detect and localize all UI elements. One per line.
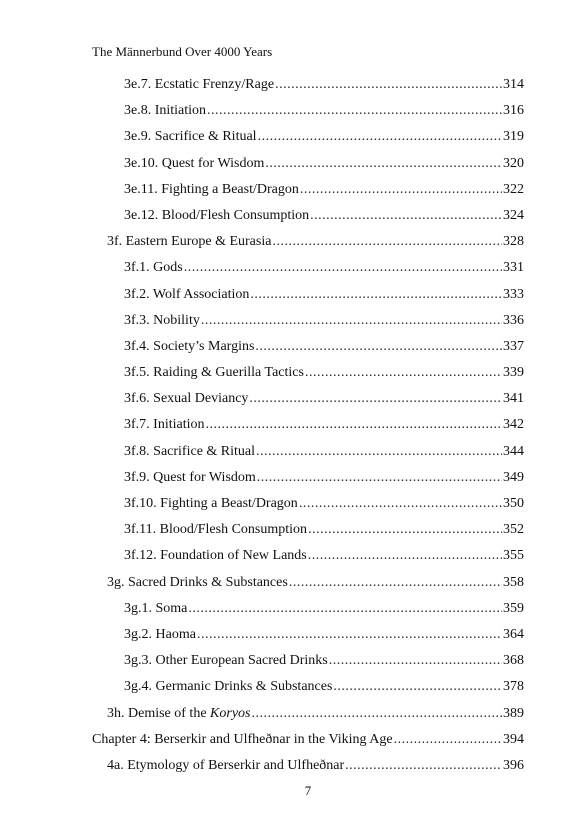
toc-entry-title <box>124 600 187 618</box>
toc-entry[interactable] <box>0 495 566 521</box>
toc-entry-title <box>124 155 264 173</box>
toc-entry-title-text: 3e.11. Fighting a Beast/Dragon <box>124 181 299 197</box>
toc-dot-leader <box>258 128 502 146</box>
toc-entry[interactable] <box>0 469 566 495</box>
toc-entry[interactable] <box>0 338 566 364</box>
toc-entry-page-number: 320 <box>503 155 524 171</box>
toc-entry-row <box>124 521 524 539</box>
toc-entry-row <box>124 312 524 330</box>
toc-dot-leader <box>329 652 502 670</box>
toc-entry-title <box>124 521 307 539</box>
toc-dot-leader <box>308 521 502 539</box>
toc-entry[interactable] <box>0 155 566 181</box>
toc-entry[interactable] <box>0 390 566 416</box>
toc-dot-leader <box>345 757 502 775</box>
toc-entry[interactable] <box>0 102 566 128</box>
toc-entry[interactable] <box>0 600 566 626</box>
toc-entry-page-number: 314 <box>503 77 524 92</box>
toc-entry-page-number: 396 <box>503 757 524 773</box>
toc-entry-title <box>124 495 298 513</box>
toc-entry-title-text: 3f.1. Gods <box>124 260 183 276</box>
toc-entry-row <box>124 416 524 434</box>
toc-entry-title <box>124 416 205 434</box>
toc-entry-title-text: 3g.3. Other European Sacred Drinks <box>124 653 328 669</box>
toc-entry-title <box>124 364 304 382</box>
toc-dot-leader <box>333 678 502 696</box>
toc-entry-title-text: 3f.3. Nobility <box>124 312 200 328</box>
toc-entry-page-number: 350 <box>503 496 524 511</box>
toc-dot-leader <box>201 312 502 330</box>
toc-entry-row <box>92 731 524 749</box>
toc-entry-title <box>107 757 344 775</box>
toc-entry-page-number: 394 <box>503 731 524 747</box>
toc-entry-row <box>124 600 524 618</box>
toc-entry-row <box>107 757 524 775</box>
toc-entry-page-number: 336 <box>503 312 524 328</box>
toc-entry-row <box>124 390 524 408</box>
toc-entry-row <box>124 495 524 513</box>
toc-entry-title-text: 3e.7. Ecstatic Frenzy/Rage <box>124 77 275 92</box>
toc-dot-leader <box>188 600 502 618</box>
toc-entry-row <box>107 233 524 251</box>
toc-entry-page-number: 324 <box>503 207 524 223</box>
toc-dot-leader <box>310 207 502 225</box>
toc-entry-title <box>124 626 196 644</box>
toc-dot-leader <box>289 574 502 592</box>
toc-entry-page-number: 316 <box>503 103 524 119</box>
toc-entry-title <box>124 259 183 277</box>
toc-entry-title-text: 3f.12. Foundation of New Lands <box>124 548 307 564</box>
toc-entry-title <box>124 286 249 304</box>
toc-dot-leader <box>394 731 502 749</box>
toc-entry-page-number: 389 <box>503 705 524 721</box>
toc-entry-title <box>107 233 271 251</box>
toc-entry-row <box>124 678 524 696</box>
toc-entry-title <box>124 390 248 408</box>
toc-entry[interactable] <box>0 731 566 757</box>
toc-entry-row <box>124 364 524 382</box>
toc-entry-title-text: 3f.2. Wolf Association <box>124 286 250 302</box>
toc-entry[interactable] <box>0 181 566 207</box>
toc-entry[interactable] <box>0 364 566 390</box>
toc-entry-title-text: 3f. Eastern Europe & Eurasia <box>107 234 272 250</box>
toc-entry[interactable] <box>0 678 566 704</box>
toc-dot-leader <box>256 443 502 461</box>
toc-entry-page-number: 322 <box>503 181 524 197</box>
toc-entry-page-number: 368 <box>503 653 524 669</box>
toc-entry-page-number: 364 <box>503 626 524 642</box>
toc-entry-page-number: 328 <box>503 234 524 250</box>
toc-entry-page-number: 337 <box>503 338 524 354</box>
toc-entry-title-text: 3e.9. Sacrifice & Ritual <box>124 129 257 145</box>
toc-entry-row <box>124 128 524 146</box>
toc-entry-title-text: 4a. Etymology of Berserkir and Ulfheðnar <box>107 757 345 773</box>
toc-dot-leader <box>255 338 502 356</box>
toc-entry-title-text: 3g.4. Germanic Drinks & Substances <box>124 679 333 695</box>
toc-entry-title <box>124 312 200 330</box>
toc-entry-page-number: 359 <box>503 600 524 616</box>
toc-entry-page-number: 331 <box>503 260 524 276</box>
toc-entry[interactable] <box>0 207 566 233</box>
toc-entry-title <box>107 705 250 723</box>
toc-entry-row <box>124 259 524 277</box>
toc-entry-title-text: 3f.4. Society’s Margins <box>124 338 255 354</box>
toc-entry-title-text: 3g.2. Haoma <box>124 626 196 642</box>
toc-entry[interactable] <box>0 128 566 154</box>
toc-entry-page-number: 344 <box>503 443 524 459</box>
toc-entry[interactable] <box>0 757 566 783</box>
toc-dot-leader <box>305 364 502 382</box>
toc-entry-title-text: 3g.1. Soma <box>124 600 188 616</box>
toc-entry-page-number: 339 <box>503 365 524 381</box>
toc-entry-title-text: 3e.10. Quest for Wisdom <box>124 155 265 171</box>
toc-entry-page-number: 341 <box>503 391 524 407</box>
toc-entry-row <box>124 652 524 670</box>
toc-entry-row <box>124 76 524 94</box>
toc-entry-page-number: 342 <box>503 417 524 433</box>
toc-entry-title <box>124 547 307 565</box>
toc-entry-title <box>124 207 309 225</box>
toc-dot-leader <box>250 286 502 304</box>
toc-entry-title-italic: Koryos <box>210 705 251 721</box>
toc-entry[interactable] <box>0 312 566 338</box>
toc-entry-row <box>124 626 524 644</box>
toc-entry-page-number: 319 <box>503 129 524 145</box>
toc-entry[interactable] <box>0 521 566 547</box>
toc-dot-leader <box>197 626 502 644</box>
toc-entry-title <box>124 652 328 670</box>
toc-entry-row <box>124 338 524 356</box>
toc-dot-leader <box>265 155 502 173</box>
toc-entry-title <box>124 76 274 94</box>
toc-entry-title <box>124 469 256 487</box>
toc-entry[interactable] <box>0 286 566 312</box>
toc-entry-page-number: 358 <box>503 574 524 590</box>
toc-dot-leader <box>206 416 503 434</box>
toc-entry-row <box>124 207 524 225</box>
toc-entry[interactable] <box>0 443 566 469</box>
toc-dot-leader <box>251 705 502 723</box>
toc-entry[interactable] <box>0 652 566 678</box>
toc-entry-title <box>124 678 332 696</box>
toc-entry-title <box>124 128 257 146</box>
table-of-contents <box>0 76 566 783</box>
toc-entry-title <box>107 574 288 592</box>
toc-entry-row <box>124 547 524 565</box>
toc-dot-leader <box>249 390 502 408</box>
toc-entry-title-text: 3f.8. Sacrifice & Ritual <box>124 443 256 459</box>
toc-entry-title <box>124 181 299 199</box>
toc-entry-title-text: 3f.10. Fighting a Beast/Dragon <box>124 496 298 511</box>
toc-entry-title <box>124 443 255 461</box>
toc-entry-row <box>124 469 524 487</box>
toc-entry-page-number: 333 <box>503 286 524 302</box>
toc-entry-row <box>124 102 524 120</box>
toc-entry[interactable] <box>0 259 566 285</box>
toc-entry-row <box>124 443 524 461</box>
toc-entry[interactable] <box>0 416 566 442</box>
toc-dot-leader <box>272 233 502 251</box>
toc-dot-leader <box>299 495 502 513</box>
page-number: 7 <box>304 783 312 798</box>
toc-entry-title-text: 3e.12. Blood/Flesh Consumption <box>124 207 310 223</box>
toc-entry[interactable] <box>0 626 566 652</box>
toc-entry-title-text: 3f.6. Sexual Deviancy <box>124 391 249 407</box>
toc-entry-row <box>107 705 524 723</box>
toc-dot-leader <box>257 469 502 487</box>
toc-entry-title-text: 3f.9. Quest for Wisdom <box>124 469 256 485</box>
toc-entry-title-text: Chapter 4: Berserkir and Ulfheðnar in the Viking Age <box>92 731 393 747</box>
toc-entry-row <box>107 574 524 592</box>
toc-entry-page-number: 349 <box>503 469 524 485</box>
toc-entry-title-text: 3f.5. Raiding & Guerilla Tactics <box>124 365 304 381</box>
toc-entry-title <box>92 731 393 749</box>
running-header: The Männerbund Over 4000 Years <box>92 44 273 59</box>
toc-entry-title-text: 3h. Demise of the <box>107 705 211 721</box>
toc-entry-title-text: 3f.7. Initiation <box>124 417 205 433</box>
toc-entry-title-text: 3e.8. Initiation <box>124 103 207 119</box>
toc-entry-row <box>124 155 524 173</box>
toc-dot-leader <box>184 259 502 277</box>
toc-entry[interactable] <box>0 76 566 102</box>
toc-dot-leader <box>308 547 502 565</box>
toc-entry-page-number: 378 <box>503 679 524 695</box>
toc-entry[interactable] <box>0 547 566 573</box>
toc-entry-page-number: 355 <box>503 548 524 564</box>
toc-entry-row <box>124 286 524 304</box>
toc-entry[interactable] <box>0 574 566 600</box>
toc-entry-title-text: 3f.11. Blood/Flesh Consumption <box>124 522 308 538</box>
toc-entry-page-number: 352 <box>503 522 524 538</box>
toc-entry[interactable] <box>0 233 566 259</box>
toc-entry[interactable] <box>0 705 566 731</box>
toc-entry-title <box>124 338 254 356</box>
toc-dot-leader <box>207 102 502 120</box>
toc-dot-leader <box>300 181 502 199</box>
toc-entry-title-text: 3g. Sacred Drinks & Substances <box>107 574 288 590</box>
toc-entry-title <box>124 102 206 120</box>
toc-entry-row <box>124 181 524 199</box>
toc-dot-leader <box>275 76 502 94</box>
